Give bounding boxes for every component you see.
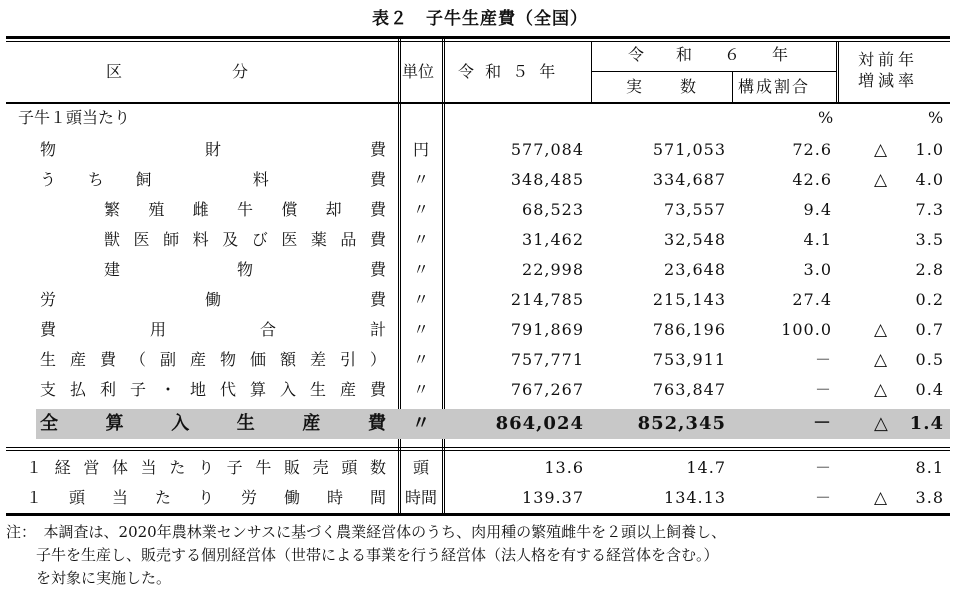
row-decrease-mark: △ [874, 170, 888, 190]
row-ratio: － [814, 488, 832, 507]
row-unit: 〃 [412, 290, 429, 309]
note-text-3: を対象に実施した。 [36, 569, 172, 587]
row-value-r5: 68,523 [522, 200, 584, 219]
row-value-r6: 73,557 [664, 200, 726, 219]
row-value-r5: 791,869 [510, 320, 584, 339]
row-ratio: 3.0 [803, 260, 832, 279]
col-sep-unit-left [398, 36, 399, 516]
row-value-r5: 22,998 [522, 260, 584, 279]
row-label: 獣医師料及び医薬品費 [104, 230, 386, 249]
note-text-2: 子牛を生産し、販売する個別経営体（世帯による事業を行う経営体（法人格を有する経営体を含む。） [36, 546, 719, 564]
row-unit: 時間 [404, 488, 437, 507]
row-label: 労 働 費 [40, 290, 386, 309]
row-label: 物 財 費 [40, 140, 386, 159]
row-decrease-mark: △ [874, 413, 888, 434]
row-unit: 頭 [412, 458, 429, 477]
row-value-r5: 214,785 [510, 290, 584, 309]
row-unit: 〃 [412, 230, 429, 249]
row-value-r5: 13.6 [544, 458, 584, 477]
section-rule [6, 447, 950, 448]
row-value-r6: 753,911 [652, 350, 726, 369]
header-mid-rule [591, 71, 836, 72]
row-ratio: 72.6 [792, 140, 832, 159]
table-title: 表２ 子牛生産費（全国） [372, 9, 588, 29]
header-yoy-top: 対前年 [858, 50, 919, 69]
row-yoy: 0.7 [915, 320, 944, 339]
row-ratio: － [814, 458, 832, 477]
row-value-r6: 786,196 [652, 320, 726, 339]
row-yoy: 1.4 [909, 413, 944, 434]
row-value-r5: 139.37 [522, 488, 584, 507]
row-value-r6: 763,847 [652, 380, 726, 399]
row-yoy: 0.2 [915, 290, 944, 309]
cost-table [6, 36, 950, 516]
row-yoy: 0.4 [915, 380, 944, 399]
row-unit: 〃 [412, 200, 429, 219]
row-value-r6: 215,143 [652, 290, 726, 309]
row-decrease-mark: △ [874, 140, 888, 160]
bottom-rule [6, 513, 950, 516]
row-ratio: 27.4 [792, 290, 832, 309]
row-value-r6: 23,648 [664, 260, 726, 279]
row-unit: 円 [412, 140, 429, 159]
row-value-r6: 32,548 [664, 230, 726, 249]
percent-unit-yoy: % [928, 108, 944, 127]
col-sep-yoy [836, 41, 837, 104]
row-label: 費 用 合 計 [40, 320, 386, 339]
row-label: う ち 飼 料 費 [40, 170, 386, 189]
row-yoy: 3.5 [915, 230, 944, 249]
top-rule-inner [6, 41, 950, 42]
row-decrease-mark: △ [874, 350, 888, 370]
row-value-r5: 348,485 [510, 170, 584, 189]
row-value-r6: 571,053 [652, 140, 726, 159]
row-label: 繁 殖 雌 牛 償 却 費 [104, 200, 386, 219]
note-line-1 [6, 521, 950, 544]
header-actual: 実 数 [626, 77, 699, 96]
row-value-r5: 864,024 [495, 413, 584, 434]
row-value-r6: 134.13 [664, 488, 726, 507]
col-sep-unit-right-2 [444, 36, 445, 516]
col-sep-ratio [732, 71, 733, 104]
col-sep-yoy-2 [838, 41, 839, 104]
row-ratio: － [814, 350, 832, 369]
row-yoy: 2.8 [915, 260, 944, 279]
row-unit: 〃 [412, 260, 429, 279]
note-text-1: 本調査は、2020年農林業センサスに基づく農業経営体のうち、肉用種の繁殖雌牛を２頭以上飼養し、 [43, 523, 727, 541]
row-label: １ 頭 当 た り 労 働 時 間 [26, 488, 386, 507]
row-unit: 〃 [412, 413, 430, 434]
footnote [6, 521, 950, 590]
row-label: 生産費（副産物価額差引） [40, 350, 386, 369]
row-decrease-mark: △ [874, 380, 888, 400]
row-unit: 〃 [412, 350, 429, 369]
row-yoy: 4.0 [915, 170, 944, 189]
row-label: 建 物 費 [104, 260, 386, 279]
row-unit: 〃 [412, 320, 429, 339]
row-label: １経営体当たり子牛販売頭数 [26, 458, 386, 477]
row-ratio: 100.0 [781, 320, 832, 339]
top-rule [6, 36, 950, 39]
row-unit: 〃 [412, 380, 429, 399]
row-yoy: 8.1 [915, 458, 944, 477]
row-ratio: － [813, 413, 832, 434]
row-decrease-mark: △ [874, 488, 888, 508]
header-r5: 令 和 ５ 年 [458, 62, 559, 81]
row-value-r5: 577,084 [510, 140, 584, 159]
row-yoy: 7.3 [915, 200, 944, 219]
header-category: 区 分 [106, 62, 251, 81]
row-value-r5: 757,771 [510, 350, 584, 369]
row-value-r5: 767,267 [510, 380, 584, 399]
header-yoy-bottom: 増減率 [858, 71, 919, 90]
header-ratio: 構成割合 [738, 77, 811, 96]
note-prefix: 注： [6, 523, 29, 541]
row-yoy: 3.8 [915, 488, 944, 507]
note-line-3 [6, 567, 950, 590]
header-r6: 令 和 ６ 年 [628, 45, 789, 64]
row-ratio: 9.4 [803, 200, 832, 219]
note-line-2 [6, 544, 950, 567]
row-ratio: 42.6 [792, 170, 832, 189]
row-label: 支払利子・地代算入生産費 [40, 380, 386, 399]
col-sep-unit-left-2 [400, 36, 401, 516]
row-value-r6: 334,687 [652, 170, 726, 189]
row-label: 全 算 入 生 産 費 [40, 413, 386, 434]
row-yoy: 1.0 [915, 140, 944, 159]
row-yoy: 0.5 [915, 350, 944, 369]
row-unit: 〃 [412, 170, 429, 189]
row-decrease-mark: △ [874, 320, 888, 340]
row-ratio: － [814, 380, 832, 399]
col-sep-unit-right [442, 36, 443, 516]
row-value-r6: 852,345 [637, 413, 726, 434]
section-label: 子牛１頭当たり [18, 108, 131, 127]
header-unit: 単位 [402, 62, 435, 81]
header-bottom-rule [6, 102, 950, 104]
col-sep-r5 [591, 41, 592, 104]
row-value-r6: 14.7 [686, 458, 726, 477]
row-ratio: 4.1 [803, 230, 832, 249]
percent-unit-ratio: % [818, 108, 834, 127]
section-rule-2 [6, 450, 950, 451]
row-value-r5: 31,462 [522, 230, 584, 249]
